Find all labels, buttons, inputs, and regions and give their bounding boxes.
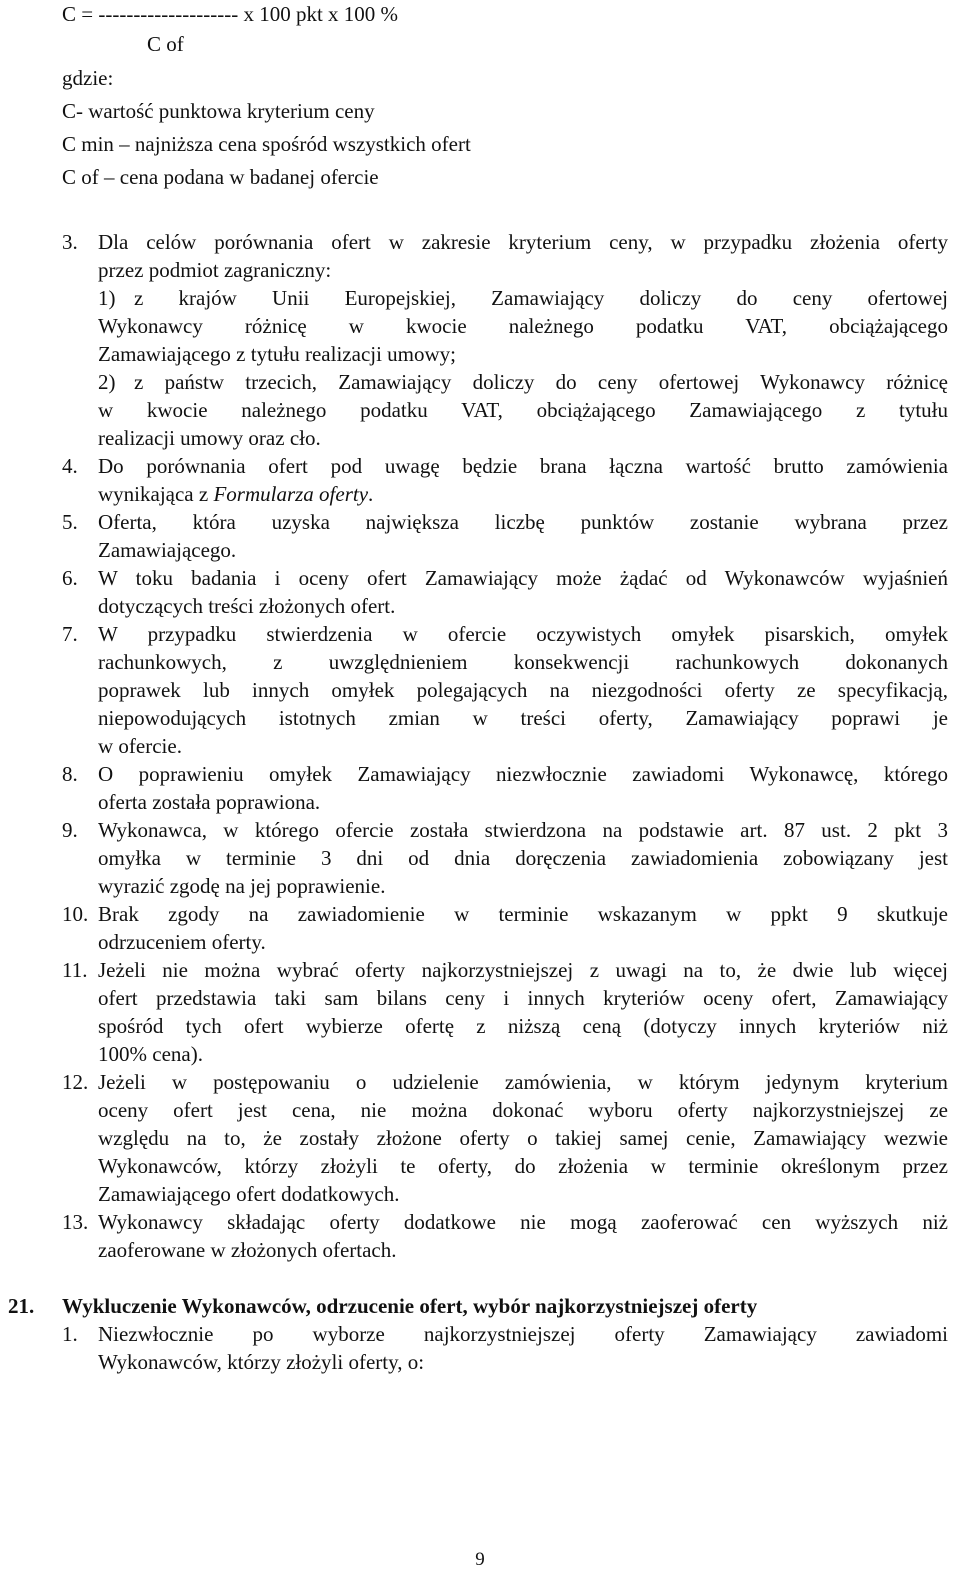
item-3-line: Dla celów porównania ofert w zakresie kryterium ceny, w przypadku złożenia oferty — [98, 230, 948, 254]
item-6-line: W toku badania i oceny ofert Zamawiający może żądać od Wykonawców wyjaśnień — [98, 566, 948, 590]
item-number: 8. — [62, 762, 78, 786]
item-13-line: zaoferowane w złożonych ofertach. — [98, 1238, 397, 1262]
subitem-line: realizacji umowy oraz cło. — [98, 426, 321, 450]
item-12-line: Wykonawców, którzy złożyli te oferty, do złożenia w terminie określonym przez — [98, 1154, 948, 1178]
section-21-item-1-line: Wykonawców, którzy złożyli oferty, o: — [98, 1350, 425, 1374]
item-number: 11. — [62, 958, 88, 982]
section-21-item-1-line: Niezwłocznie po wyborze najkorzystniejszej oferty Zamawiający zawiadomi — [98, 1322, 948, 1346]
page-number: 9 — [475, 1549, 485, 1570]
item-12-line: względu na to, że zostały złożone oferty o takiej samej cenie, Zamawiający wezwie — [98, 1126, 948, 1150]
item-7-line: rachunkowych, z uwzględnieniem konsekwencji rachunkowych dokonanych — [98, 650, 948, 674]
item-10-line: odrzuceniem oferty. — [98, 930, 266, 954]
subitem-number: 2) — [98, 370, 116, 394]
item-number: 4. — [62, 454, 78, 478]
item-11-line: 100% cena). — [98, 1042, 203, 1066]
subitem-line: z krajów Unii Europejskiej, Zamawiający doliczy do ceny ofertowej — [134, 286, 948, 310]
subitem-line: w kwocie należnego podatku VAT, obciążającego Zamawiającego z tytułu — [98, 398, 948, 422]
subitem-line: z państw trzecich, Zamawiający doliczy do ceny ofertowej Wykonawcy różnicę — [134, 370, 948, 394]
item-7-line: W przypadku stwierdzenia w ofercie oczywistych omyłek pisarskich, omyłek — [98, 622, 948, 646]
subitem-number: 1) — [98, 286, 116, 310]
legend-item: C min – najniższa cena spośród wszystkich ofert — [62, 132, 471, 156]
item-8-line: O poprawieniu omyłek Zamawiający niezwłocznie zawiadomi Wykonawcę, którego — [98, 762, 948, 786]
item-number: 13. — [62, 1210, 89, 1234]
subitem-line: Zamawiającego z tytułu realizacji umowy; — [98, 342, 457, 366]
item-13-line: Wykonawcy składając oferty dodatkowe nie mogą zaoferować cen wyższych niż — [98, 1210, 948, 1234]
item-number: 6. — [62, 566, 78, 590]
item-number: 7. — [62, 622, 78, 646]
item-4-line-suffix: . — [368, 482, 374, 506]
item-12-line: Zamawiającego ofert dodatkowych. — [98, 1182, 400, 1206]
item-7-line: w ofercie. — [98, 734, 182, 758]
item-11-line: ofert przedstawia taki sam bilans ceny i innych kryteriów oceny ofert, Zamawiający — [98, 986, 948, 1010]
item-11-line: spośród tych ofert wybierze ofertę z niższą ceną (dotyczy innych kryteriów niż — [98, 1014, 948, 1038]
item-8-line: oferta została poprawiona. — [98, 790, 321, 814]
item-3-line: przez podmiot zagraniczny: — [98, 258, 332, 282]
item-number: 5. — [62, 510, 78, 534]
section-number: 21. — [8, 1294, 35, 1318]
item-7-line: niepowodujących istotnych zmian w treści oferty, Zamawiający poprawi je — [98, 706, 948, 730]
item-number: 9. — [62, 818, 78, 842]
item-number: 1. — [62, 1322, 78, 1346]
section-title: Wykluczenie Wykonawców, odrzucenie ofert, wybór najkorzystniejszej oferty — [62, 1294, 758, 1318]
item-7-line: poprawek lub innych omyłek polegających na niezgodności oferty ze specyfikacją, — [98, 678, 948, 702]
item-number: 3. — [62, 230, 78, 254]
item-4-line: Do porównania ofert pod uwagę będzie brana łączna wartość brutto zamówienia — [98, 454, 948, 478]
legend-item: C of – cena podana w badanej ofercie — [62, 165, 379, 189]
formula-numerator: C = -------------------- x 100 pkt x 100 % — [62, 2, 399, 26]
item-9-line: wyrazić zgodę na jej poprawienie. — [98, 874, 386, 898]
item-10-line: Brak zgody na zawiadomienie w terminie wskazanym w ppkt 9 skutkuje — [98, 902, 948, 926]
legend-item: C- wartość punktowa kryterium ceny — [62, 99, 375, 123]
item-5-line: Zamawiającego. — [98, 538, 237, 562]
item-12-line: oceny ofert jest cena, nie można dokonać wyboru oferty najkorzystniejszej ze — [98, 1098, 948, 1122]
item-6-line: dotyczących treści złożonych ofert. — [98, 594, 396, 618]
item-9-line: Wykonawca, w którego ofercie została stwierdzona na podstawie art. 87 ust. 2 pkt 3 — [98, 818, 948, 842]
item-5-line: Oferta, która uzyska największa liczbę punktów zostanie wybrana przez — [98, 510, 948, 534]
formula-denominator: C of — [147, 32, 184, 56]
item-11-line: Jeżeli nie można wybrać oferty najkorzystniejszej z uwagi na to, że dwie lub więcej — [98, 958, 948, 982]
item-number: 12. — [62, 1070, 89, 1094]
item-number: 10. — [62, 902, 89, 926]
item-9-line: omyłka w terminie 3 dni od dnia doręczenia zawiadomienia zobowiązany jest — [98, 846, 948, 870]
form-reference: Formularza oferty — [213, 482, 369, 506]
item-4-line — [98, 480, 373, 508]
legend-where: gdzie: — [62, 66, 114, 90]
subitem-line: Wykonawcy różnicę w kwocie należnego podatku VAT, obciążającego — [98, 314, 948, 338]
item-4-line-prefix: wynikająca z — [98, 482, 214, 506]
item-12-line: Jeżeli w postępowaniu o udzielenie zamówienia, w którym jedynym kryterium — [98, 1070, 948, 1094]
